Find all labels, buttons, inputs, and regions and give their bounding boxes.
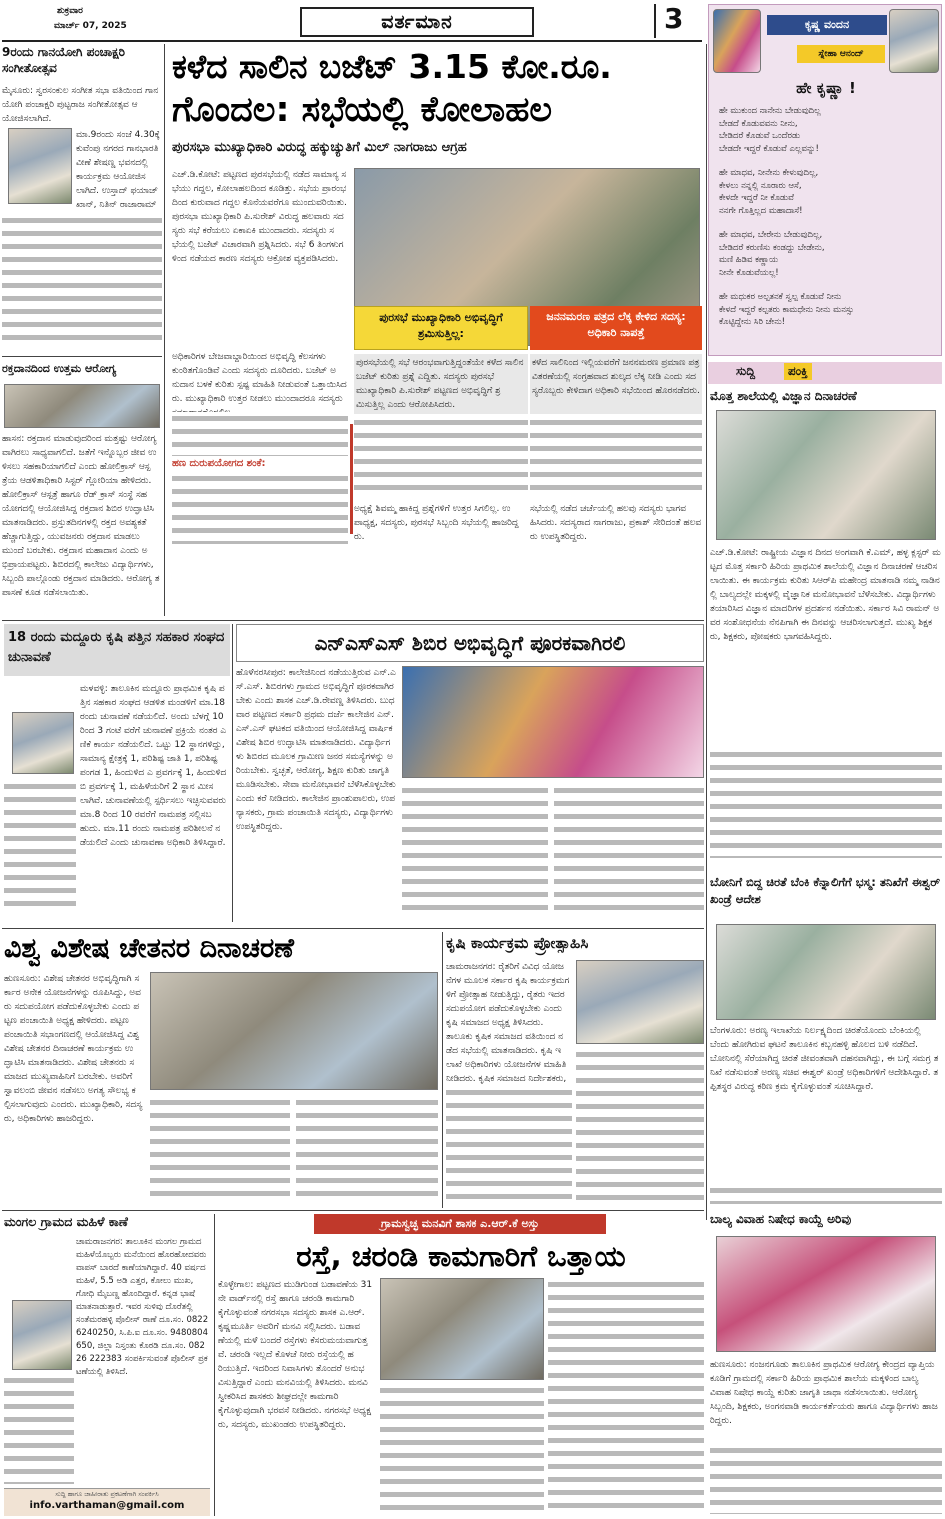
- lead-text-block: [172, 412, 348, 456]
- right-story1-body-cont: [710, 748, 942, 858]
- right-story1-title: ಮೊತ್ತ ಶಾಲೆಯಲ್ಲಿ ವಿಜ್ಞಾನ ದಿನಾಚರಣೆ: [710, 389, 857, 403]
- divider: [2, 928, 704, 929]
- mid-story6-body-cont: [380, 1384, 544, 1512]
- mid-story1: [4, 624, 230, 924]
- left-column: [2, 44, 162, 614]
- nss-camp-photo: [402, 666, 704, 778]
- blood-donation-photo: [4, 384, 160, 428]
- poem-line: ಕೊಟ್ಟಿದ್ದೇನು ಸಿರಿ ಚೇನು!: [719, 317, 786, 327]
- mid-story2-title: ಎನ್‌ಎಸ್‌ಎಸ್ ಶಿಬಿರ ಅಭಿವೃದ್ಧಿಗೆ ಪೂರಕವಾಗಿರಲಿ: [236, 624, 704, 662]
- poem-box: [708, 4, 942, 356]
- left-story1-body-cont: [2, 214, 162, 348]
- poem-line: ಬೇಡದೆ ಕೊಡುವವನು ನೀನು,: [719, 118, 798, 129]
- poem-line: ನೀನೇ ಕೊಡುವೆಯಲ್ಲ!: [719, 267, 779, 278]
- mid-story2-body: ಹೊಳೆನರಸೀಪುರ: ಕಾಲೇಜಿನಿಂದ ನಡೆಯುತ್ತಿರುವ ಎನ್.ಎಸ್.ಎಸ್. ಶಿಬಿರಗಳು ಗ್ರಾಮದ ಅಭಿವೃದ್ಧಿಗೆ ಪೂರಕವಾಗಿರಬೇಕು ಎಂದು ಶಾಸಕ ಎಚ್.ಡಿ.ರೇವಣ್ಣ ತಿಳಿಸಿದರು. ಬುಧವಾರ ಪಟ್ಟಣದ ಸರ್ಕಾರಿ ಪ್ರಥಮ ದರ್ಜೆ ಕಾಲೇಜಿನ ಎನ್.ಎಸ್.ಎಸ್ ಘಟಕದ ವತಿಯಿಂದ ಆಯೋಜಿಸಿದ್ದ ವಾರ್ಷಿಕ ವಿಶೇಷ ಶಿಬಿರ ಉದ್ಘಾಟಿಸಿ ಮಾತನಾಡಿದರು. ವಿದ್ಯಾರ್ಥಿಗಳು ಶಿಬಿರದ ಮೂಲಕ ಗ್ರಾಮೀಣ ಜನರ ಸಮಸ್ಯೆಗಳನ್ನು ಅರಿಯಬೇಕು. ಸ್ವಚ್ಛತೆ, ಆರೋಗ್ಯ, ಶಿಕ್ಷಣ ಕುರಿತು ಜಾಗೃತಿ ಮೂಡಿಸಬೇಕು. ಸೇವಾ ಮನೋಭಾವನೆ ಬೆಳೆಸಿಕೊಳ್ಳಬೇಕು ಎಂದು ಕರೆ ನೀಡಿದರು. ಕಾಲೇಜಿನ ಪ್ರಾಂಶುಪಾಲರು, ಉಪನ್ಯಾಸಕರು, ಗ್ರಾಮ ಪಂಚಾಯಿತಿ ಸದಸ್ಯರು, ವಿದ್ಯಾರ್ಥಿಗಳು ಉಪಸ್ಥಿತರಿದ್ದರು.: [236, 668, 396, 832]
- poem-spacer: [719, 155, 939, 167]
- mid-story3-body: ಹುಣಸೂರು: ವಿಶೇಷ ಚೇತನರ ಅಭಿವೃದ್ಧಿಗಾಗಿ ಸರ್ಕಾರ ಅನೇಕ ಯೋಜನೆಗಳನ್ನು ರೂಪಿಸಿದ್ದು, ಅವರು ಸದುಪಯೋಗ ಪಡೆದುಕೊಳ್ಳಬೇಕು ಎಂದು ಪಟ್ಟಣ ಪಂಚಾಯಿತಿ ಅಧ್ಯಕ್ಷ ಹೇಳಿದರು. ಪಟ್ಟಣ ಪಂಚಾಯಿತಿ ಸಭಾಂಗಣದಲ್ಲಿ ಆಯೋಜಿಸಿದ್ದ ವಿಶ್ವ ವಿಶೇಷ ಚೇತನರ ದಿನಾಚರಣೆ ಕಾರ್ಯಕ್ರಮ ಉದ್ಘಾಟಿಸಿ ಮಾತನಾಡಿದರು. ವಿಶೇಷ ಚೇತನರು ಸಮಾಜದ ಮುಖ್ಯವಾಹಿನಿಗೆ ಬರಬೇಕು. ಅವರಿಗೆ ಸ್ವಾವಲಂಬಿ ಜೀವನ ನಡೆಸಲು ಅಗತ್ಯ ಸೌಲಭ್ಯ ಕಲ್ಪಿಸಲಾಗುವುದು ಎಂದರು. ಮುಖ್ಯಾಧಿಕಾರಿ, ಸದಸ್ಯರು, ಅಧಿಕಾರಿಗಳು ಹಾಜರಿದ್ದರು.: [4, 974, 143, 1124]
- disabled-day-photo: [150, 972, 438, 1090]
- section-label-part1: ಸುದ್ದಿ: [736, 364, 756, 378]
- poem-author: ಸ್ನೇಹಾ ಆನಂದ್: [797, 45, 885, 63]
- section-label-part2: ಪಂಕ್ತಿ: [784, 363, 812, 380]
- mid-story4-body-cont-2: [576, 1048, 704, 1204]
- author-photo: [889, 9, 939, 73]
- lead-story: [168, 44, 704, 624]
- mid-story1-title: 18 ರಂದು ಮದ್ದೂರು ಕೃಷಿ ಪತ್ತಿನ ಸಹಕಾರ ಸಂಘದ ಚುನಾವಣೆ: [4, 624, 230, 676]
- masthead-date: ಮಾರ್ಚ್ 07, 2025: [54, 21, 127, 31]
- poem-line: ಕೇಳಲು ನನ್ನಲ್ಲಿ ನೂರಾರು ಆಸೆ,: [719, 180, 802, 191]
- poem-lines: [719, 105, 939, 329]
- contact-footer: [4, 1488, 210, 1516]
- mid-story2: [236, 624, 704, 924]
- left-story1-body: ಮಾ.9ರಂದು ಸಂಜೆ 4.30ಕ್ಕೆ ಕುವೆಂಪು ನಗರದ ಗಾನಭಾರತಿ ವೀಣೆ ಶೇಷಣ್ಣ ಭವನದಲ್ಲಿ ಕಾರ್ಯಕ್ರಮ ಆಯೋಜಿಸಲಾಗಿದೆ. ಉಸ್ತಾದ್ ಫಯಾಜ್ ಖಾನ್, ನಿತಿನ್ ರಾಜಾರಾಮ್: [76, 130, 160, 210]
- lead-col2: ಅಧಿಕಾರಿಗಳ ಬೇಜವಾಬ್ದಾರಿಯಿಂದ ಅಭಿವೃದ್ಧಿ ಕೆಲಸಗಳು ಕುಂಠಿತಗೊಂಡಿವೆ ಎಂದು ಸದಸ್ಯರು ದೂರಿದರು. ಬಜೆಟ್ ಅನುದಾನ ಬಳಕೆ ಕುರಿತು ಸ್ಪಷ್ಟ ಮಾಹಿತಿ ನೀಡುವಂತೆ ಒತ್ತಾಯಿಸಿದರು. ಮುಖ್ಯಾಧಿಕಾರಿ ಉತ್ತರ ನೀಡಲು ಮುಂದಾದರೂ ಸದಸ್ಯರು: [172, 352, 347, 404]
- poem-line: ಬೇಡಿದರೆ ಕರುಣಿಸು ಕಂಡದ್ದು ಬೇಡೇನು,: [719, 242, 825, 253]
- lead-text-block-2: [172, 472, 348, 544]
- left-story1-lead: ಮೈಸೂರು: ಸ್ವರಸಂಕುಲ ಸಂಗೀತ ಸಭಾ ವತಿಯಿಂದ ಗಾನಯೋಗಿ ಪಂಚಾಕ್ಷರಿ ಪುಟ್ಟರಾಜ ಸಂಗೀತೋತ್ಸವ ಆಯೋಜಿಸಲಾಗಿದೆ.: [2, 86, 159, 124]
- page-number: 3: [664, 2, 684, 35]
- section-label: [708, 362, 942, 384]
- lead-inline-head: ಹಣ ದುರುಪಯೋಗದ ಶಂಕೆ:: [172, 458, 266, 469]
- mid-story6-body-cont-2: [548, 1278, 704, 1512]
- mid-story3: [4, 932, 438, 1208]
- poem-spacer: [719, 279, 939, 291]
- mid-story6-kicker: ಗ್ರಾಮಸ್ವಚ್ಛ ಮನವಿಗೆ ಶಾಸಕ ಎ.ಆರ್.ಕೆ ಅಸ್ತು: [314, 1214, 606, 1234]
- poem-line: ಕೇಳದೇ ಇದ್ದರೆ ನೀ ಕೊಡುವೆ: [719, 193, 794, 203]
- contact-email[interactable]: info.varthaman@gmail.com: [29, 1500, 185, 1511]
- masthead-divider: [654, 4, 658, 38]
- mid-story1-body: ಮಳವಳ್ಳಿ: ತಾಲೂಕಿನ ಮದ್ದೂರು ಪ್ರಾಥಮಿಕ ಕೃಷಿ ಪತ್ತಿನ ಸಹಕಾರ ಸಂಘದ ಆಡಳಿತ ಮಂಡಳಿಗೆ ಮಾ.18 ರಂದು ಚುನಾವಣೆ ನಡೆಯಲಿದೆ. ಅಂದು ಬೆಳಗ್ಗೆ 10 ರಿಂದ 3 ಗಂಟೆ ವರೆಗೆ ಚುನಾವಣೆ ಪ್ರಕ್ರಿಯೆ ನಂತರ ಎಣಿಕೆ ಕಾರ್ಯ ನಡೆಯಲಿದೆ. ಒಟ್ಟು 12 ಸ್ಥಾನಗಳಿದ್ದು, ಸಾಮಾನ್ಯ ಕ್ಷೇತ್ರಕ್ಕೆ 1, ಪರಿಶಿಷ್ಟ ಜಾತಿ 1, ಪರಿಶಿಷ್ಟ ಪಂಗಡ 1, ಹಿಂದುಳಿದ ಎ ಪ್ರವರ್ಗಕ್ಕೆ 1, ಹಿಂದುಳಿದ ಬಿ ಪ್ರವರ್ಗಕ್ಕೆ 1, ಮಹಿಳೆಯರಿಗೆ 2 ಸ್ಥಾನ ಮೀಸಲಾಗಿವೆ. ಚುನಾವಣೆಯಲ್ಲಿ ಸ್ಪರ್ಧಿಸಲು ಇಚ್ಛಿಸುವವರು ಮಾ.8 ರಿಂದ 10 ರವರೆಗೆ ನಾಮಪತ್ರ ಸಲ್ಲಿಸಬಹುದು. ಮಾ.11 ರಂದು ನಾಮಪತ್ರ ಪರಿಶೀಲನೆ ನಡೆಯಲಿದೆ ಎಂದು ಚುನಾವಣಾ ಅಧಿಕಾರಿ ತಿಳಿಸಿದ್ದಾರೆ.: [80, 684, 227, 848]
- lead-headline-2: ಗೊಂದಲ: ಸಭೆಯಲ್ಲಿ ಕೋಲಾಹಲ: [172, 90, 553, 130]
- science-day-photo: [716, 410, 936, 540]
- mid-story4-body: ಚಾಮರಾಜನಗರ: ರೈತರಿಗೆ ವಿವಿಧ ಯೋಜನೆಗಳ ಮೂಲಕ ಸರ್ಕಾರ ಕೃಷಿ ಕಾರ್ಯಕ್ರಮಗಳಿಗೆ ಪ್ರೋತ್ಸಾಹ ನೀಡುತ್ತಿದ್ದು, ರೈತರು ಇದರ ಸದುಪಯೋಗ ಪಡೆದುಕೊಳ್ಳಬೇಕು ಎಂದು ಕೃಷಿ ಸಮಾಜದ ಅಧ್ಯಕ್ಷ ತಿಳಿಸಿದರು. ತಾಲೂಕು ಕೃಷಿಕ ಸಮಾಜದ ವತಿಯಿಂದ ನಡೆದ ಸಭೆಯಲ್ಲಿ ಮಾತನಾಡಿದರು. ಕೃಷಿ ಇಲಾಖೆ ಅಧಿಕಾರಿಗಳು ಯೋಜನೆಗಳ ಮಾಹಿತಿ ನೀಡಿದರು. ಕೃಷಿಕ ಸಮಾಜದ ನಿರ್ದೇಶಕರು,: [446, 962, 570, 1084]
- right-story2-title: ಬೋನಿಗೆ ಬಿದ್ದ ಚಿರತೆ ಬೆಂಕಿ ಕೆನ್ನಾಲಿಗೆಗೆ ಭಸ್ಮ: ತನಿಖೆಗೆ ಈಶ್ವರ್ ಖಂಡ್ರೆ ಆದೇಶ: [710, 875, 941, 906]
- poem-line: ಕೇಳದೆ ಇದ್ದರೆ ಕಲ್ಪತರು ಕಾಮಧೇನು ನೀನು ಮನಸ್ಸು: [719, 304, 854, 315]
- contact-note: ಸುದ್ದಿ ಹಾಗೂ ಜಾಹೀರಾತು ಪ್ರಕಟಣೆಗಾಗಿ ಸಂಪರ್ಕಿಸಿ: [55, 1490, 159, 1498]
- left-story2-title: ರಕ್ತದಾನದಿಂದ ಉತ್ತಮ ಆರೋಗ್ಯ: [2, 362, 117, 375]
- ballot-finger-photo: [12, 712, 74, 774]
- poem-line: ಹೇ ಮಧುಕರ ಅಲ್ಪತನಕೆ ಸ್ವಲ್ಪ ಕೊಡುವೆ ನೀನು: [719, 292, 842, 302]
- column-divider: [442, 932, 443, 1208]
- mid-story5-title: ಮಂಗಲ ಗ್ರಾಮದ ಮಹಿಳೆ ಕಾಣೆ: [4, 1214, 128, 1229]
- poem-title: ಹೇ ಕೃಷ್ಣಾ !: [796, 79, 856, 97]
- mid-story6-title: ರಸ್ತೆ, ಚರಂಡಿ ಕಾಮಗಾರಿಗೆ ಒತ್ತಾಯ: [296, 1239, 626, 1273]
- masthead: [2, 4, 702, 42]
- divider: [2, 620, 704, 621]
- poem-line: ಬೇಡದೇ ಇದ್ದರೆ ಕೊಡುವೆ ಎಲ್ಲವನ್ನು!: [719, 143, 819, 154]
- leopard-photo: [716, 924, 936, 1020]
- mid-story3-body-cont-2: [296, 1096, 438, 1204]
- mid-story4: [446, 932, 704, 1208]
- right-story3: [710, 1212, 942, 1516]
- red-marker: [350, 424, 353, 534]
- mid-story4-title: ಕೃಷಿ ಕಾರ್ಯಕ್ರಮ ಪ್ರೋತ್ಸಾಹಿಸಿ: [446, 934, 589, 952]
- column-divider: [164, 44, 165, 616]
- right-story2: [710, 874, 942, 1204]
- right-story1-body: ಎಚ್.ಡಿ.ಕೋಟೆ: ರಾಷ್ಟ್ರೀಯ ವಿಜ್ಞಾನ ದಿನದ ಅಂಗವಾಗಿ ಕೆ.ಎಮ್, ಹಳ್ಳ ಕ್ಲಸ್ಟರ್ ಮಟ್ಟದ ಮೊತ್ತ ಸರ್ಕಾರಿ ಹಿರಿಯ ಪ್ರಾಥಮಿಕ ಶಾಲೆಯಲ್ಲಿ ವಿಜ್ಞಾನ ದಿನಾಚರಣೆ ಆಚರಿಸಲಾಯಿತು. ಈ ಕಾರ್ಯಕ್ರಮ ಕುರಿತು ಸಿಆರ್‌ಪಿ ಮಹೇಂದ್ರ ಮಾತನಾಡಿ ನಮ್ಮ ನಾಡಿನಲ್ಲಿ ಬಾಲ್ಯದಲ್ಲೇ ಮಕ್ಕಳಲ್ಲಿ ವೈಜ್ಞಾನಿಕ ಮನೋಭಾವನೆ ಬೆಳೆಸಬೇಕು. ವಿದ್ಯಾರ್ಥಿಗಳು ತಯಾರಿಸಿದ ವಿಜ್ಞಾನ ಮಾದರಿಗಳ ಪ್ರದರ್ಶನ ನಡೆಯಿತು. ಸರ್ಕಾರ ಸಿವಿ ರಾಮನ್ ಅವರ ಸಂಶೋಧನೆಯ ನೆನಪಿಗಾಗಿ ಈ ದಿನವನ್ನು ಆಚರಿಸಲಾಗುತ್ತದೆ. ಮುಖ್ಯ ಶಿಕ್ಷಕರು, ಶಿಕ್ಷಕರು, ಪೋಷಕರು ಭಾಗವಹಿಸಿದ್ದರು.: [710, 548, 941, 642]
- lead-col6: ಸಭೆಯಲ್ಲಿ ನಡೆದ ಚರ್ಚೆಯಲ್ಲಿ ಹಲವು ಸದಸ್ಯರು ಭಾಗವಹಿಸಿದರು. ಸದಸ್ಯರಾದ ನಾಗರಾಜು, ಪ್ರಕಾಶ್ ಸೇರಿದಂತೆ ಹಲವರು ಉಪಸ್ಥಿತರಿದ್ದರು.: [530, 504, 702, 542]
- lead-headline-1: ಕಳೆದ ಸಾಲಿನ ಬಜೆಟ್ 3.15 ಕೋ.ರೂ.: [172, 47, 612, 86]
- left-story2-body: ಹಾಸನ: ರಕ್ತದಾನ ಮಾಡುವುದರಿಂದ ಮತ್ತಷ್ಟು ಆರೋಗ್ಯವಾಗಿರಲು ಸಾಧ್ಯವಾಗಲಿದೆ. ಜತೆಗೆ ಇನ್ನೊಬ್ಬರ ಜೀವ ಉಳಿಸಲು ಸಹಕಾರಿಯಾಗಲಿದೆ ಎಂದು ಹೋಲಿಕ್ರಾಸ್ ಆಸ್ಪತ್ರೆಯ ಆಡಳಿತಾಧಿಕಾರಿ ಸಿಸ್ಟರ್ ಗ್ಲೋರಿಯಾ ಹೇಳಿದರು. ಹೋಲಿಕ್ರಾಸ್ ಆಸ್ಪತ್ರೆ ಹಾಗೂ ರೆಡ್ ಕ್ರಾಸ್ ಸಂಸ್ಥೆ ಸಹಯೋಗದಲ್ಲಿ ಆಯೋಜಿಸಿದ್ದ ರಕ್ತದಾನ ಶಿಬಿರ ಉದ್ಘಾಟಿಸಿ ಮಾತನಾಡಿದರು. ಪ್ರಸ್ತುತದಿನಗಳಲ್ಲಿ ರಕ್ತದ ಅವಶ್ಯಕತೆ ಹೆಚ್ಚಾಗುತ್ತಿದ್ದು, ಯುವಜನರು ರಕ್ತದಾನ ಮಾಡಲು ಮುಂದೆ ಬರಬೇಕು. ರಕ್ತದಾನ ಮಹಾದಾನ ಎಂದು ಅಭಿಪ್ರಾಯಪಟ್ಟರು. ಶಿಬಿರದಲ್ಲಿ ಕಾಲೇಜು ವಿದ್ಯಾರ್ಥಿಗಳು, ಸಿಬ್ಬಂದಿ ಪಾಲ್ಗೊಂಡು ರಕ್ತದಾನ ಮಾಡಿದರು. ಆರೋಗ್ಯ ತಪಾಸಣೆ ಕೂಡ ನಡೆಸಲಾಯಿತು.: [2, 434, 160, 598]
- awareness-rally-photo: [716, 1236, 936, 1352]
- lead-col4: ಕಳೆದ ಸಾಲಿನಿಂದ ಇಲ್ಲಿಯವರೆಗೆ ಜನನಮರಣ ಪ್ರಮಾಣ ಪತ್ರ ವಿತರಣೆಯಲ್ಲಿ ಸಂಗ್ರಹವಾದ ಶುಲ್ಕದ ಲೆಕ್ಕ ನೀಡಿ ಎಂದು ಸದಸ್ಯರೊಬ್ಬರು ಕೇಳಿದಾಗ ಅಧಿಕಾರಿ ಸಭೆಯಿಂದ ಹೊರನಡೆದರು.: [530, 354, 702, 414]
- lead-box-2: ಜನನಮರಣ ಪತ್ರದ ಲೆಕ್ಕ ಕೇಳಿದ ಸದಸ್ಯ: ಅಧಿಕಾರಿ ನಾಪತ್ತೆ: [530, 306, 702, 350]
- left-story1-title: 9ರಂದು ಗಾನಯೋಗಿ ಪಂಚಾಕ್ಷರಿ ಸಂಗೀತೋತ್ಸವ: [2, 45, 125, 75]
- masthead-day: ಶುಕ್ರವಾರ: [57, 6, 83, 16]
- column-divider: [232, 624, 233, 922]
- lead-col4-cont: [530, 416, 702, 492]
- lead-box-1: ಪುರಸಭೆ ಮುಖ್ಯಾಧಿಕಾರಿ ಅಭಿವೃದ್ಧಿಗೆ ಶ್ರಮಿಸುತ್ತಿಲ್ಲ:: [354, 306, 528, 350]
- poem-tag: ಕೃಷ್ಣ ವಂದನ: [767, 15, 887, 35]
- right-story2-body: ಬೆಂಗಳೂರು: ಅರಣ್ಯ ಇಲಾಖೆಯ ನಿರ್ಲಕ್ಷ್ಯದಿಂದ ಚಿರತೆಯೊಂದು ಬೆಂಕಿಯಲ್ಲಿ ಬೆಂದು ಹೋಗಿರುವ ಘಟನೆ ತಾಲೂಕಿನ ಕಬ್ಬನಹಳ್ಳಿ ಹೊಲದ ಬಳಿ ನಡೆದಿದೆ. ಬೋನಿನಲ್ಲಿ ಸೆರೆಯಾಗಿದ್ದ ಚಿರತೆ ಜೀವಂತವಾಗಿ ದಹನವಾಗಿದ್ದು, ಈ ಬಗ್ಗೆ ಸಮಗ್ರ ತನಿಖೆ ನಡೆಸುವಂತೆ ಅರಣ್ಯ ಸಚಿವ ಈಶ್ವರ್ ಖಂಡ್ರೆ ಅಧಿಕಾರಿಗಳಿಗೆ ಆದೇಶಿಸಿದ್ದಾರೆ. ತಪ್ಪಿತಸ್ಥರ ವಿರುದ್ಧ ಕಠಿಣ ಕ್ರಮ ಕೈಗೊಳ್ಳುವಂತೆ ಸೂಚಿಸಿದ್ದಾರೆ.: [710, 1026, 939, 1092]
- lead-col1: ಎಚ್.ಡಿ.ಕೋಟೆ: ಪಟ್ಟಣದ ಪುರಸಭೆಯಲ್ಲಿ ನಡೆದ ಸಾಮಾನ್ಯ ಸಭೆಯು ಗದ್ದಲ, ಕೋಲಾಹಲದಿಂದ ಕೂಡಿತ್ತು. ಸಭೆಯ ಪ್ರಾರಂಭದಿಂದ ಕುರುವಾದ ಗದ್ದಲ ಕೊನೆಯವರೆಗೂ ಮುಂದುವರಿಯಿತು. ಪುರಸಭಾ ಮುಖ್ಯಾಧಿಕಾರಿ ಪಿ.ಸುರೇಶ್ ವಿರುದ್ಧ ಹಲವಾರು ಸದಸ್ಯರು ಸಭೆ ಕರೆಯಲು ಏಕಾಏಕಿ ಮುಂದಾದರು. ಸದಸ್ಯರು ಸಭೆಯಲ್ಲಿ ಬಜೆಟ್ ವಿಚಾರವಾಗಿ ಪ್ರಶ್ನಿಸಿದರು. ಸಭೆ 6 ತಿಂಗಳುಗಳಿಂದ ನಡೆಯದ ಕಾರಣ ಸದಸ್ಯರು ಆಕ್ರೋಶ ವ್ಯಕ್ತಪಡಿಸಿದರು.: [172, 170, 347, 264]
- poem-line: ಹೇ ಮಾಧವ, ಬೇರೇನು ಬೇಡುವುದಿಲ್ಲ,: [719, 230, 823, 240]
- mid-story5-body: ಚಾಮರಾಜನಗರ: ತಾಲೂಕಿನ ಮಂಗಲ ಗ್ರಾಮದ ಮಹಿಳೆಯೊಬ್ಬರು ಮನೆಯಿಂದ ಹೊರಹೋದವರು ವಾಪಸ್ ಬಾರದೆ ಕಾಣೆಯಾಗಿದ್ದಾರೆ. 40 ವರ್ಷದ ಮಹಿಳೆ, 5.5 ಅಡಿ ಎತ್ತರ, ಕೋಲು ಮುಖ, ಗೋಧಿ ಮೈಬಣ್ಣ ಹೊಂದಿದ್ದಾರೆ. ಕನ್ನಡ ಭಾಷೆ ಮಾತನಾಡುತ್ತಾರೆ. ಇವರ ಸುಳಿವು ದೊರೆತಲ್ಲಿ ಸಂತೆಮರಹಳ್ಳಿ ಪೊಲೀಸ್ ಠಾಣೆ ದೂ.ಸಂ. 08226240250, ಸಿ.ಪಿ.ಐ ದೂ.ಸಂ. 9480804650, ಜಿಲ್ಲಾ ನಿಸ್ತಂತು ಕೊಠಡಿ ದೂ.ಸಂ. 08226 222383 ಸಂಪರ್ಕಿಸುವಂತೆ ಪೊಲೀಸ್ ಪ್ರಕಟಣೆಯಲ್ಲಿ ತಿಳಿಸಿದೆ.: [76, 1237, 209, 1377]
- mid-story3-body-cont: [150, 1096, 290, 1204]
- mid-story3-title: ವಿಶ್ವ ವಿಶೇಷ ಚೇತನರ ದಿನಾಚರಣೆ: [4, 933, 294, 964]
- person-photo: [8, 128, 72, 204]
- column-divider: [706, 44, 707, 1220]
- mid-story5: [4, 1214, 210, 1516]
- column-divider: [214, 1214, 215, 1516]
- mid-story2-body-cont: [402, 784, 548, 914]
- road-work-photo: [380, 1278, 544, 1380]
- mid-story6-body: ಕೊಳ್ಳೇಗಾಲ: ಪಟ್ಟಣದ ಮುಡಿಗುಂಡ ಬಡಾವಣೆಯ 31ನೇ ವಾರ್ಡ್‌ನಲ್ಲಿ ರಸ್ತೆ ಹಾಗೂ ಚರಂಡಿ ಕಾಮಗಾರಿ ಕೈಗೊಳ್ಳುವಂತೆ ನಗರಸಭಾ ಸದಸ್ಯರು ಶಾಸಕ ಎ.ಆರ್.ಕೃಷ್ಣಮೂರ್ತಿ ಅವರಿಗೆ ಮನವಿ ಸಲ್ಲಿಸಿದರು. ಬಡಾವಣೆಯಲ್ಲಿ ಮಳೆ ಬಂದರೆ ರಸ್ತೆಗಳು ಕೆಸರುಮಯವಾಗುತ್ತವೆ. ಚರಂಡಿ ಇಲ್ಲದೆ ಕೊಳಚೆ ನೀರು ರಸ್ತೆಯಲ್ಲಿ ಹರಿಯುತ್ತಿದೆ. ಇದರಿಂದ ನಿವಾಸಿಗಳು ತೊಂದರೆ ಅನುಭವಿಸುತ್ತಿದ್ದಾರೆ ಎಂದು ಮನವಿಯಲ್ಲಿ ತಿಳಿಸಿದರು. ಮನವಿ ಸ್ವೀಕರಿಸಿದ ಶಾಸಕರು ಶೀಘ್ರದಲ್ಲೇ ಕಾಮಗಾರಿ ಕೈಗೊಳ್ಳುವುದಾಗಿ ಭರವಸೆ ನೀಡಿದರು. ನಗರಸಭೆ ಅಧ್ಯಕ್ಷರು, ಸದಸ್ಯರು, ಮುಖಂಡರು ಉಪಸ್ಥಿತರಿದ್ದರು.: [218, 1280, 373, 1430]
- poem-line: ನನಗೇ ಗೊತ್ತಿಲ್ಲದ ಮಹಾದಾಸೆ!: [719, 205, 803, 216]
- right-story3-body-cont: [710, 1444, 942, 1514]
- mid-story6: [218, 1214, 704, 1516]
- poem-line: ಹೇ ಮಾಧವ, ನೀನೇನು ಕೇಳುವುದಿಲ್ಲ,: [719, 168, 819, 178]
- right-story1: [710, 388, 942, 868]
- mid-story2-body-cont-2: [554, 784, 704, 914]
- lead-col5: ಅಧ್ಯಕ್ಷೆ ಶಿವಮ್ಮ ಹಾಕಿದ್ದ ಪ್ರಶ್ನೆಗಳಿಗೆ ಉತ್ತರ ಸಿಗಲಿಲ್ಲ. ಉಪಾಧ್ಯಕ್ಷ, ಸದಸ್ಯರು, ಪುರಸಭೆ ಸಿಬ್ಬಂದಿ ಸಭೆಯಲ್ಲಿ ಹಾಜರಿದ್ದರು.: [354, 504, 519, 542]
- right-story3-title: ಬಾಲ್ಯ ವಿವಾಹ ನಿಷೇಧ ಕಾಯ್ದೆ ಅರಿವು: [710, 1212, 852, 1226]
- mid-story4-body-cont: [446, 1086, 572, 1204]
- masthead-title: ವರ್ತಮಾನ: [300, 7, 534, 37]
- lead-col3: ಪುರಸಭೆಯಲ್ಲಿ ಸಭೆ ಆರಂಭವಾಗುತ್ತಿದ್ದಂತೆಯೇ ಕಳೆದ ಸಾಲಿನ ಬಜೆಟ್ ಕುರಿತು ಪ್ರಶ್ನೆ ಎದ್ದಿತು. ಸದಸ್ಯರು ಪುರಸಭೆ ಮುಖ್ಯಾಧಿಕಾರಿ ಪಿ.ಸುರೇಶ್ ಪಟ್ಟಣದ ಅಭಿವೃದ್ಧಿಗೆ ಶ್ರಮಿಸುತ್ತಿಲ್ಲ ಎಂದು ಆರೋಪಿಸಿದರು.: [354, 354, 528, 414]
- poem-line: ಬೇಡಿದರೆ ಕೊಡುವೆ ಒಂದೆರಡು: [719, 131, 801, 141]
- poem-line: ಮಣಿ ಹಿಡಿವ ಕಣ್ಣಾಯ: [719, 255, 779, 265]
- lead-subhead: ಪುರಸಭಾ ಮುಖ್ಯಾಧಿಕಾರಿ ವಿರುದ್ಧ ಹಕ್ಕುಚ್ಯುತಿಗೆ ಮಿಲ್ ನಾಗರಾಜು ಆಗ್ರಹ: [172, 140, 467, 155]
- poem-line: ಹೇ ಮುಕುಂದ ನಾನೇನು ಬೇಡುವುದಿಲ್ಲ: [719, 106, 821, 116]
- divider: [2, 1210, 704, 1211]
- agriculture-photo: [576, 960, 704, 1044]
- mid-story5-body-cont: [4, 1374, 74, 1484]
- right-story3-body: ಹುಣಸೂರು: ನಂಜನಗೂಡು ತಾಲೂಕಿನ ಪ್ರಾಥಮಿಕ ಆರೋಗ್ಯ ಕೇಂದ್ರದ ವ್ಯಾಪ್ತಿಯ ಕೂಡಿಗೆ ಗ್ರಾಮದಲ್ಲಿ ಸರ್ಕಾರಿ ಹಿರಿಯ ಪ್ರಾಥಮಿಕ ಶಾಲೆಯ ಮಕ್ಕಳಿಂದ ಬಾಲ್ಯ ವಿವಾಹ ನಿಷೇಧ ಕಾಯ್ದೆ ಕುರಿತು ಜಾಗೃತಿ ಜಾಥಾ ನಡೆಸಲಾಯಿತು. ಆರೋಗ್ಯ ಸಿಬ್ಬಂದಿ, ಶಿಕ್ಷಕರು, ಅಂಗನವಾಡಿ ಕಾರ್ಯಕರ್ತೆಯರು ಹಾಗೂ ವಿದ್ಯಾರ್ಥಿಗಳು ಹಾಜರಿದ್ದರು.: [710, 1360, 938, 1426]
- missing-woman-photo: [12, 1300, 72, 1370]
- krishna-picture: [713, 9, 761, 73]
- right-story2-body-cont: [710, 1184, 942, 1204]
- mid-story1-body-cont: [4, 780, 76, 914]
- lead-col3-cont: [354, 416, 528, 492]
- poem-spacer: [719, 217, 939, 229]
- divider: [2, 356, 162, 357]
